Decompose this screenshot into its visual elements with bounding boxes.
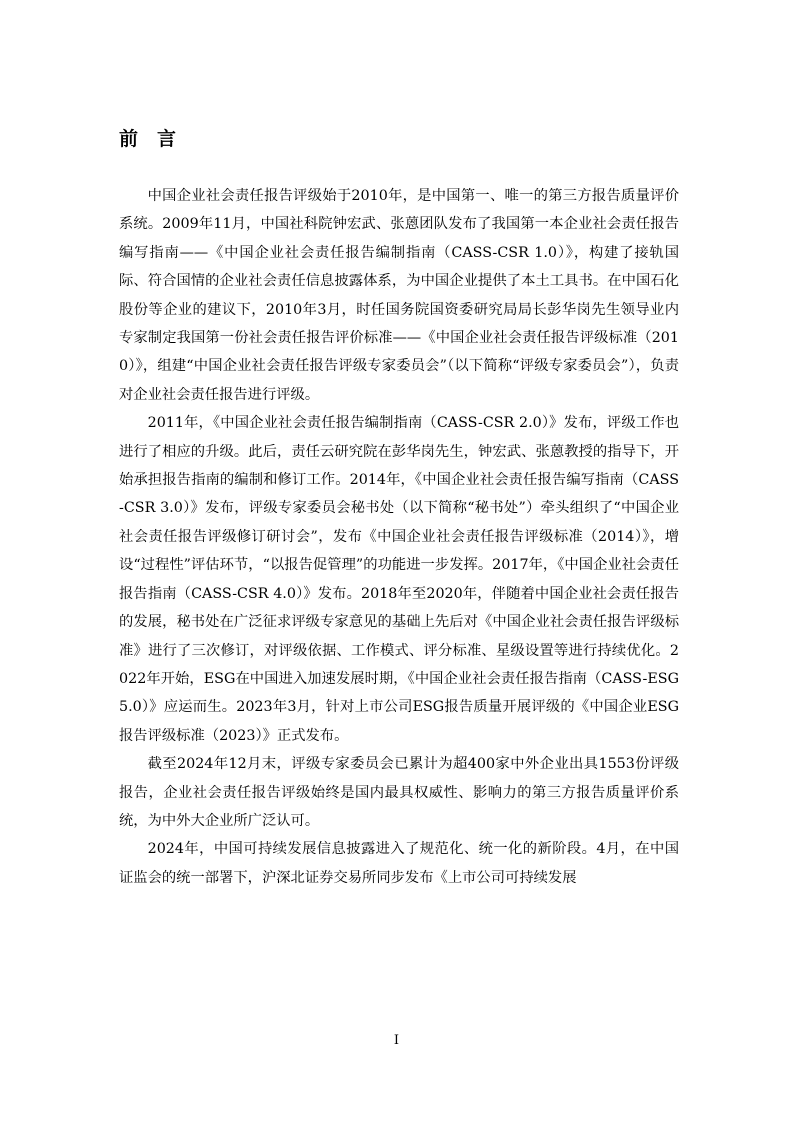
- paragraph-1: 中国企业社会责任报告评级始于2010年，是中国第一、唯一的第三方报告质量评价系统。2009年11月，中国社科院钟宏武、张蒽团队发布了我国第一本企业社会责任报告编写指南——《中国企业社会责任报告编制指南（CASS-CSR 1.0）》，构建了接轨国际、符合国情的企业社会责任信息披露体系，为中国企业提供了本土工具书。在中国石化股份等企业的建议下，2010年3月，时任国务院国资委研究局局长彭华岗先生领导业内专家制定我国第一份社会责任报告评价标准——《中国企业社会责任报告评级标准（2010）》，组建“中国企业社会责任报告评级专家委员会”（以下简称“评级专家委员会”），负责对企业社会责任报告进行评级。: [119, 188, 679, 403]
- body-text: [119, 182, 679, 892]
- page-number: I: [393, 1033, 400, 1048]
- paragraph-4: 2024年，中国可持续发展信息披露进入了规范化、统一化的新阶段。4月，在中国证监会的统一部署下，沪深北证券交易所同步发布《上市公司可持续发展: [119, 841, 679, 886]
- page-title: 前言: [119, 128, 196, 150]
- paragraph-3: 截至2024年12月末，评级专家委员会已累计为超400家中外企业出具1553份评级报告，企业社会责任报告评级始终是国内最具权威性、影响力的第三方报告质量评价系统，为中外大企业所广泛认可。: [119, 756, 679, 829]
- paragraph-2: 2011年，《中国企业社会责任报告编制指南（CASS-CSR 2.0）》发布，评级工作也进行了相应的升级。此后，责任云研究院在彭华岗先生，钟宏武、张蒽教授的指导下，开始承担报告指南的编制和修订工作。2014年，《中国企业社会责任报告编写指南（CASS-CSR 3.0）》发布，评级专家委员会秘书处（以下简称“秘书处”）牵头组织了“中国企业社会责任报告评级修订研讨会”，发布《中国企业社会责任报告评级标准（2014）》，增设“过程性”评估环节，“以报告促管理”的功能进一步发挥。2017年，《中国企业社会责任报告指南（CASS-CSR 4.0）》发布。2018年至2020年，伴随着中国企业社会责任报告的发展，秘书处在广泛征求评级专家意见的基础上先后对《中国企业社会责任报告评级标准》进行了三次修订，对评级依据、工作模式、评分标准、星级设置等进行持续优化。2022年开始，ESG在中国进入加速发展时期，《中国企业社会责任报告指南（CASS-ESG 5.0）》应运而生。2023年3月，针对上市公司ESG报告质量开展评级的《中国企业ESG报告评级标准（2023）》正式发布。: [119, 415, 679, 744]
